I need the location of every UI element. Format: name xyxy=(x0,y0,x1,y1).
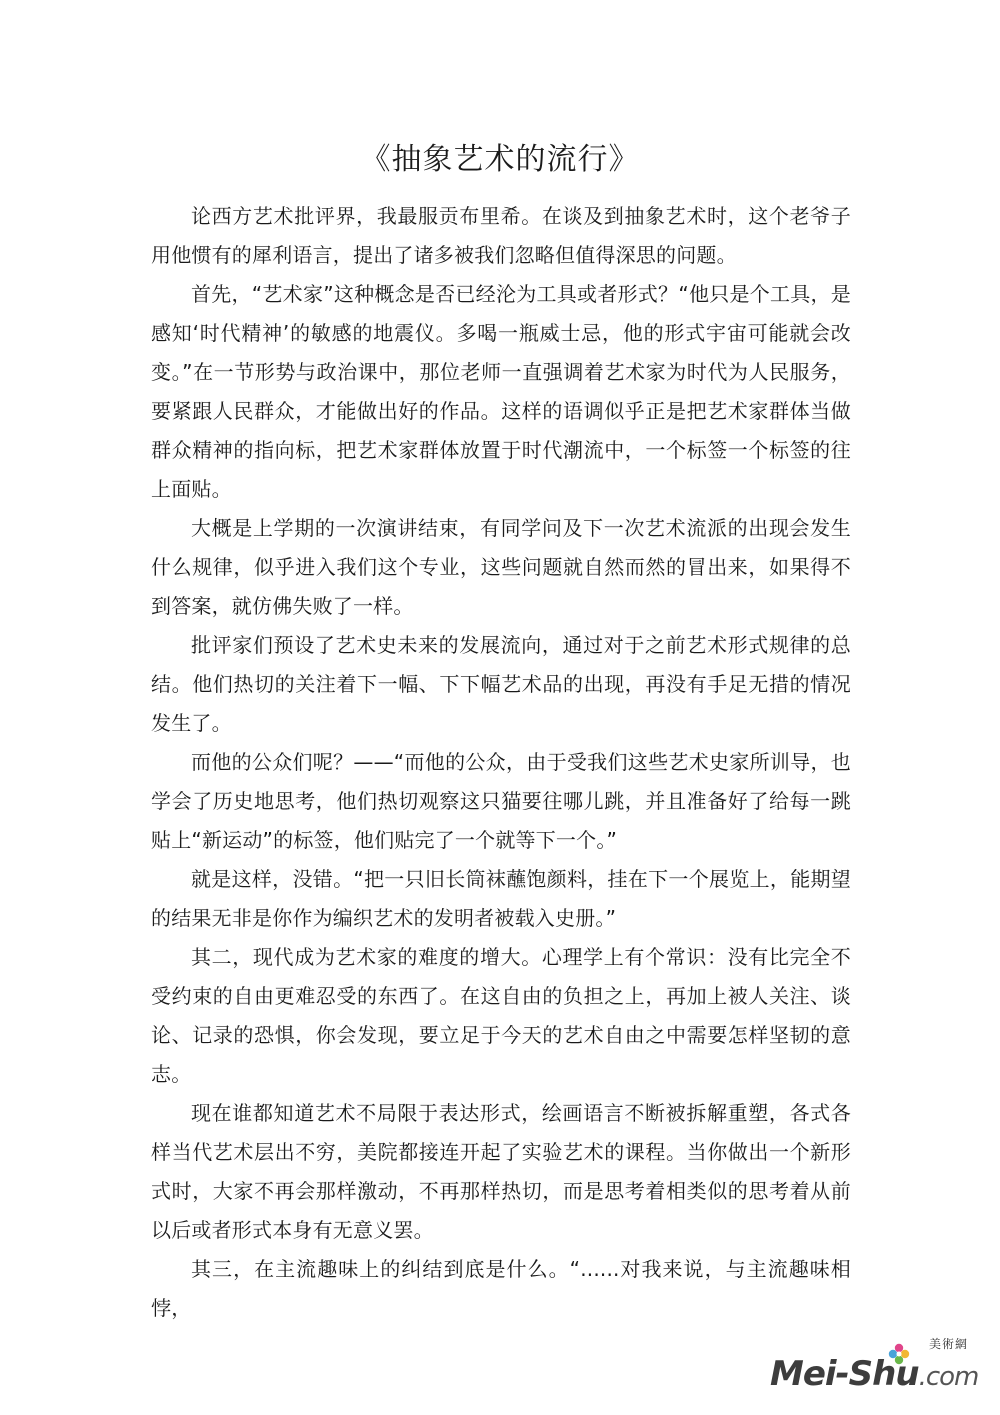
paragraph-8: 现在谁都知道艺术不局限于表达形式，绘画语言不断被拆解重塑，各式各样当代艺术层出不穷，美院都接连开起了实验艺术的课程。当你做出一个新形式时，大家不再会那样激动，不再那样热切，而是思考着相类似的思考着从前以后或者形式本身有无意义罢。 xyxy=(151,1101,851,1242)
paragraph-6: 就是这样，没错。“把一只旧长筒袜蘸饱颜料，挂在下一个展览上，能期望的结果无非是你作为编织艺术的发明者被载入史册。” xyxy=(151,867,851,930)
meishu-watermark-logo xyxy=(770,1337,979,1397)
paragraph-9: 其三，在主流趣味上的纠结到底是什么。“......对我来说，与主流趣味相悖， xyxy=(151,1257,851,1320)
flower-petal-pink xyxy=(895,1344,903,1352)
paragraph-3: 大概是上学期的一次演讲结束，有同学问及下一次艺术流派的出现会发生什么规律，似乎进入我们这个专业，这些问题就自然而然的冒出来，如果得不到答案，就仿佛失败了一样。 xyxy=(151,516,851,618)
paragraph-5: 而他的公众们呢？——“而他的公众，由于受我们这些艺术史家所训导，也学会了历史地思考，他们热切观察这只猫要往哪儿跳，并且准备好了给每一跳贴上“新运动”的标签，他们贴完了一个就等下一个。” xyxy=(151,750,851,852)
logo-wordmark xyxy=(770,1354,978,1397)
document-body xyxy=(151,197,851,1328)
paragraph-7: 其二，现代成为艺术家的难度的增大。心理学上有个常识：没有比完全不受约束的自由更难忍受的东西了。在这自由的负担之上，再加上被人关注、谈论、记录的恐惧，你会发现，要立足于今天的艺术自由之中需要怎样坚韧的意志。 xyxy=(151,945,851,1086)
logo-brand: Mei-Shu xyxy=(770,1354,919,1394)
logo-chinese-text: 美術網 xyxy=(928,1337,968,1351)
paragraph-1: 论西方艺术批评界，我最服贡布里希。在谈及到抽象艺术时，这个老爷子用他惯有的犀利语言，提出了诸多被我们忽略但值得深思的问题。 xyxy=(151,204,851,267)
paragraph-2: 首先，“艺术家”这种概念是否已经沦为工具或者形式？“他只是个工具，是感知‘时代精神’的敏感的地震仪。多喝一瓶威士忌，他的形式宇宙可能就会改变。”在一节形势与政治课中，那位老师一直强调着艺术家为时代为人民服务，要紧跟人民群众，才能做出好的作品。这样的语调似乎正是把艺术家群体当做群众精神的指向标，把艺术家群体放置于时代潮流中，一个标签一个标签的往上面贴。 xyxy=(151,282,851,501)
document-title: 《抽象艺术的流行》 xyxy=(360,142,640,177)
paragraph-4: 批评家们预设了艺术史未来的发展流向，通过对于之前艺术形式规律的总结。他们热切的关注着下一幅、下下幅艺术品的出现，再没有手足无措的情况发生了。 xyxy=(151,633,851,735)
logo-suffix: .com xyxy=(918,1362,979,1392)
